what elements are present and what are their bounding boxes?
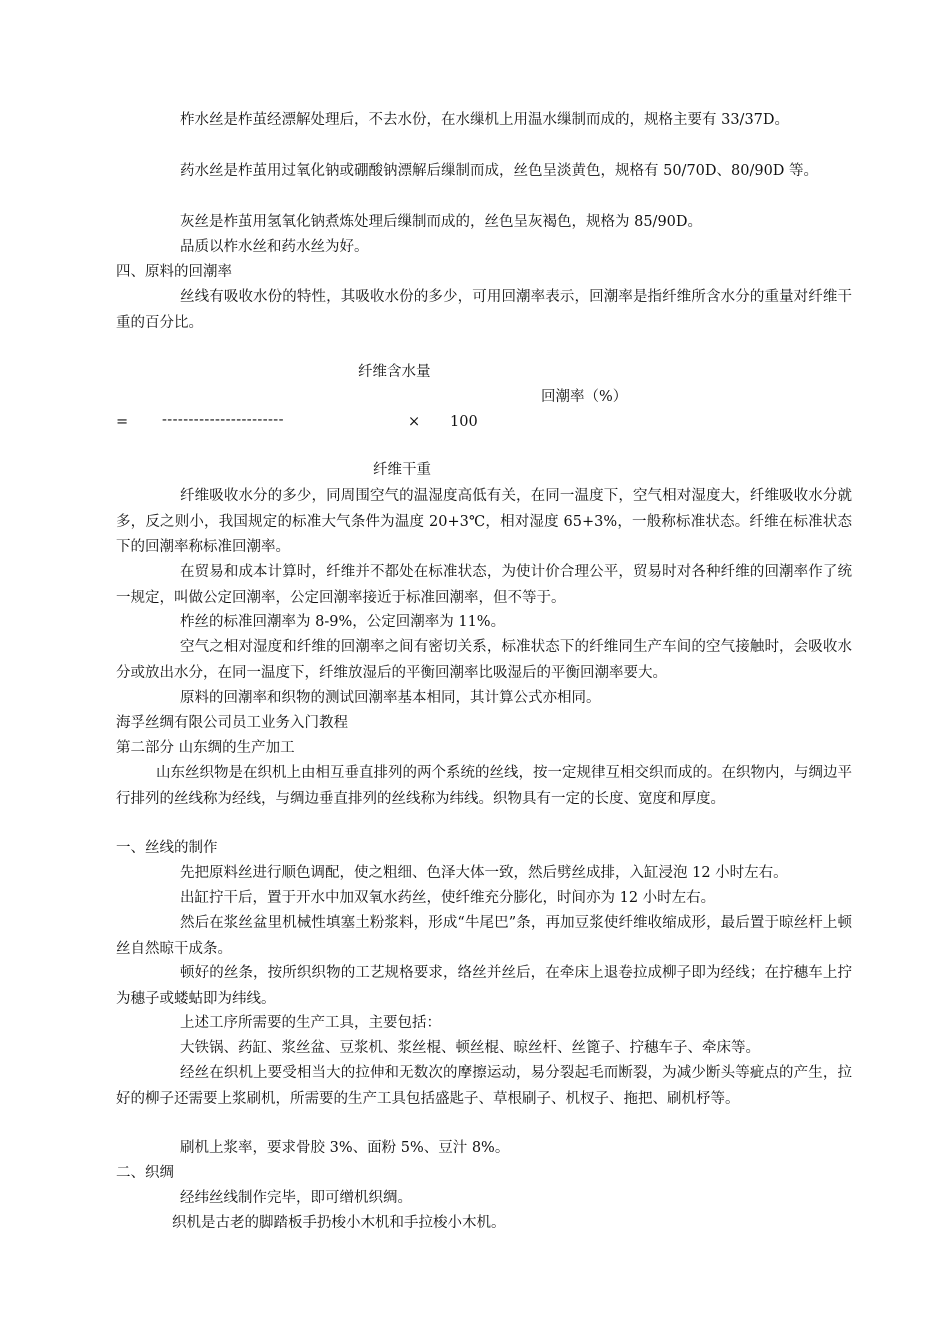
paragraph-sizing-rate: 刷机上浆率，要求骨胶 3%、面粉 5%、豆汁 8%。 [180,1140,510,1156]
paragraph-medicated-silk: 药水丝是柞茧用过氧化钠或硼酸钠漂解后缫制而成，丝色呈淡黄色，规格有 50/70D、80/90D 等。 [180,163,819,179]
paragraph-warp-weft: 顿好的丝条，按所织织物的工艺规格要求，络丝并丝后，在牵床上退卷拉成柳子即为经线；在拧穗车上拧为穗子或蝼蛄即为纬线。 [116,965,852,1007]
paragraph-wringing: 出缸拧干后，置于开水中加双氧水药丝，使纤维充分膨化，时间亦为 12 小时左右。 [180,890,716,906]
formula-fraction-rule: ----------------------- [162,412,284,428]
formula-lhs: 回潮率（%） [541,389,628,405]
paragraph-moisture-definition: 丝线有吸收水份的特性，其吸收水份的多少，可用回潮率表示，回潮率是指纤维所含水分的重量对纤维干重的百分比。 [116,289,852,331]
part-two-title: 第二部分 山东绸的生产加工 [116,740,295,756]
paragraph-tools-intro: 上述工序所需要的生产工具，主要包括： [180,1015,441,1031]
section-heading-moisture-regain: 四、原料的回潮率 [116,264,232,280]
formula-times: × [408,414,421,430]
formula-equals: = [116,414,129,430]
paragraph-humidity-relation: 空气之相对湿度和纤维的回潮率之间有密切关系，标准状态下的纤维同生产车间的空气接触时，会吸收水分或放出水分，在同一温度下，纤维放湿后的平衡回潮率比吸湿后的平衡回潮率要大。 [116,639,852,681]
paragraph-commercial-regain: 在贸易和成本计算时，纤维并不都处在标准状态，为使计价合理公平，贸易时对各种纤维的回潮率作了统一规定，叫做公定回潮率，公定回潮率接近于标准回潮率，但不等于。 [116,564,852,606]
paragraph-weaving-start: 经纬丝线制作完毕，即可缯机织绸。 [180,1190,412,1206]
paragraph-tools-list: 大铁锅、药缸、浆丝盆、豆浆机、浆丝棍、顿丝棍、晾丝杆、丝篦子、拧穗车子、牵床等。 [180,1040,760,1056]
paragraph-looms: 织机是古老的脚踏板手扔梭小木机和手拉梭小木机。 [172,1215,506,1231]
paragraph-sorting: 先把原料丝进行顺色调配，使之粗细、色泽大体一致，然后劈丝成排，入缸浸泡 12 小时左右。 [180,865,788,881]
paragraph-warp-sizing: 经丝在织机上要受相当大的拉伸和无数次的摩擦运动，易分裂起毛而断裂，为减少断头等疵点的产生，拉好的柳子还需要上浆刷机，所需要的生产工具包括盛匙子、草根刷子、机杈子、拖把、刷机杼等。 [116,1065,852,1107]
formula-denominator: 纤维干重 [373,462,431,478]
paragraph-shandong-fabric: 山东丝织物是在织机上由相互垂直排列的两个系统的丝线，按一定规律互相交织而成的。在织物内，与绸边平行排列的丝线称为经线，与绸边垂直排列的丝线称为纬线。织物具有一定的长度、宽度和厚度。 [116,765,852,807]
company-title: 海孚丝绸有限公司员工业务入门教程 [116,715,348,731]
formula-factor: 100 [450,414,478,430]
paragraph-sizing: 然后在浆丝盆里机械性填塞土粉浆料，形成“牛尾巴”条，再加豆浆使纤维收缩成形，最后置于晾丝杆上顿丝自然晾干成条。 [116,915,852,957]
paragraph-test-regain: 原料的回潮率和织物的测试回潮率基本相同，其计算公式亦相同。 [180,690,601,706]
section-heading-weaving: 二、织绸 [116,1165,174,1181]
paragraph-standard-regain: 纤维吸收水分的多少，同周围空气的温湿度高低有关，在同一温度下，空气相对湿度大，纤维吸收水分就多，反之则小，我国规定的标准大气条件为温度 20+3℃，相对湿度 65+3%，一般称标准状态。纤维在标准状态下的回潮率称标准回潮率。 [116,488,852,555]
paragraph-grey-silk: 灰丝是柞茧用氢氧化钠煮炼处理后缫制而成的，丝色呈灰褐色，规格为 85/90D。 [180,214,703,230]
paragraph-quality: 品质以柞水丝和药水丝为好。 [180,239,369,255]
section-heading-thread-making: 一、丝线的制作 [116,840,218,856]
formula-numerator: 纤维含水量 [358,364,431,380]
paragraph-tussah-regain: 柞丝的标准回潮率为 8-9%，公定回潮率为 11%。 [180,614,506,630]
paragraph-tussah-water-silk: 柞水丝是柞茧经漂解处理后，不去水份，在水缫机上用温水缫制而成的，规格主要有 33/37D。 [180,112,790,128]
